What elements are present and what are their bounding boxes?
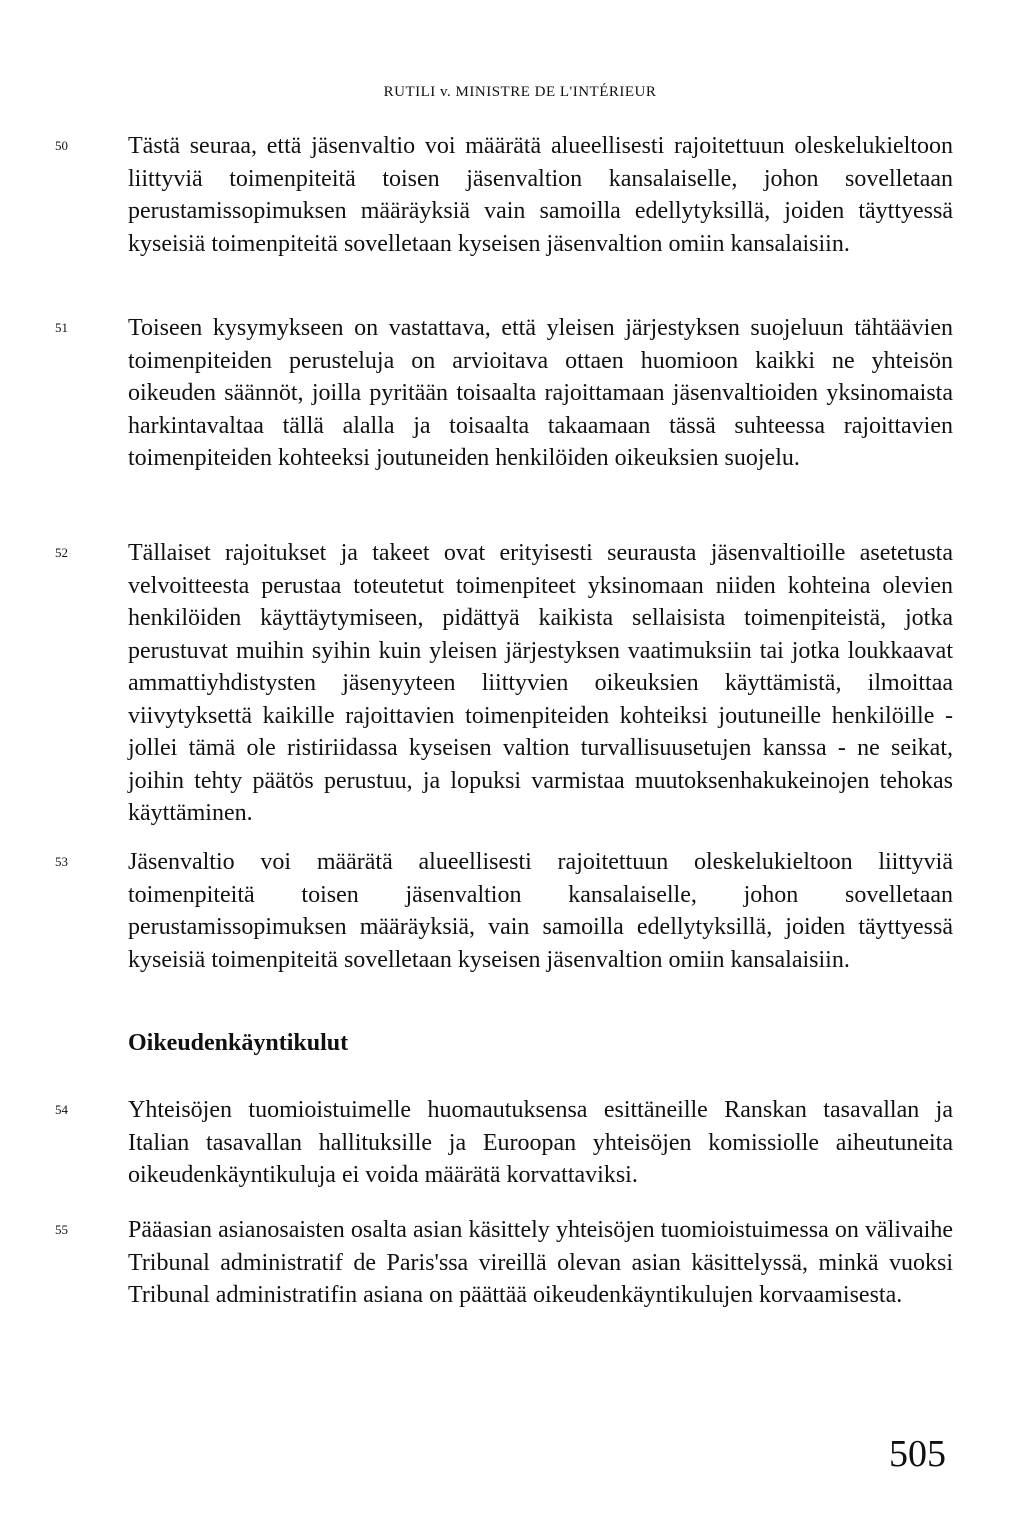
paragraph-text: Pääasian asianosaisten osalta asian käsittely yhteisöjen tuomioistuimessa on välivaihe Tribunal administratif de Paris'ssa vireillä olevan asian käsittelyssä, minkä vuoksi Tribunal administratifin asiana on päättää oikeudenkäyntikulujen korvaamisesta. bbox=[128, 1217, 953, 1308]
paragraph-number: 52 bbox=[55, 545, 68, 560]
paragraph-number: 54 bbox=[55, 1102, 68, 1117]
paragraph-text: Tällaiset rajoitukset ja takeet ovat erityisesti seurausta jäsenvaltioille asetetusta velvoitteesta perustaa toteutetut toimenpiteet yksinomaan niiden kohteina olevien henkilöiden käyttäytymiseen, pidättyä kaikista sellaisista toimenpiteistä, jotka perustuvat muihin syihin kuin yleisen järjestyksen vaatimuksiin tai jotka loukkaavat ammattiyhdistysten jäsenyyteen liittyvien oikeuksien käyttämistä, ilmoittaa viivytyksettä kaikille rajoittavien toimenpiteiden kohteiksi joutuneille henkilöille - jollei tämä ole ristiriidassa kyseisen valtion turvallisuusetujen kanssa - ne seikat, joihin tehty päätös perustuu, ja lopuksi varmistaa muutoksenhakukeinojen tehokas käyttäminen. bbox=[128, 540, 953, 826]
page-number: 505 bbox=[889, 1433, 946, 1475]
paragraph-text: Toiseen kysymykseen on vastattava, että yleisen järjestyksen suojeluun tähtäävien toimenpiteiden perusteluja on arvioitava ottaen huomioon kaikki ne yhteisön oikeuden säännöt, joilla pyritään toisaalta rajoittamaan jäsenvaltioiden yksinomaista harkintavaltaa tällä alalla ja toisaalta takaamaan tässä suhteessa rajoittavien toimenpiteiden kohteeksi joutuneiden henkilöiden oikeuksien suojelu. bbox=[128, 315, 953, 471]
paragraph-number: 51 bbox=[55, 320, 68, 335]
paragraph-text: Tästä seuraa, että jäsenvaltio voi määrätä alueellisesti rajoitettuun oleskelukieltoon liittyviä toimenpiteitä toisen jäsenvaltion kansalaiselle, johon sovelletaan perustamissopimuksen määräyksiä vain samoilla edellytyksillä, joiden täyttyessä kyseisiä toimenpiteitä sovelletaan kyseisen jäsenvaltion omiin kansalaisiin. bbox=[128, 133, 953, 257]
paragraph-number: 53 bbox=[55, 854, 68, 869]
running-header: RUTILI v. MINISTRE DE L'INTÉRIEUR bbox=[383, 84, 657, 100]
paragraph-number: 50 bbox=[55, 138, 68, 153]
paragraph-number: 55 bbox=[55, 1222, 68, 1237]
paragraph-text: Jäsenvaltio voi määrätä alueellisesti rajoitettuun oleskelukieltoon liittyviä toimenpiteitä toisen jäsenvaltion kansalaiselle, johon sovelletaan perustamissopimuksen määräyksiä, vain samoilla edellytyksillä, joiden täyttyessä kyseisiä toimenpiteitä sovelletaan kyseisen jäsenvaltion omiin kansalaisiin. bbox=[128, 849, 953, 973]
paragraph-text: Yhteisöjen tuomioistuimelle huomautuksensa esittäneille Ranskan tasavallan ja Italian tasavallan hallituksille ja Euroopan yhteisöjen komissiolle aiheutuneita oikeudenkäyntikuluja ei voida määrätä korvattaviksi. bbox=[128, 1097, 953, 1188]
section-heading: Oikeudenkäyntikulut bbox=[128, 1030, 349, 1056]
